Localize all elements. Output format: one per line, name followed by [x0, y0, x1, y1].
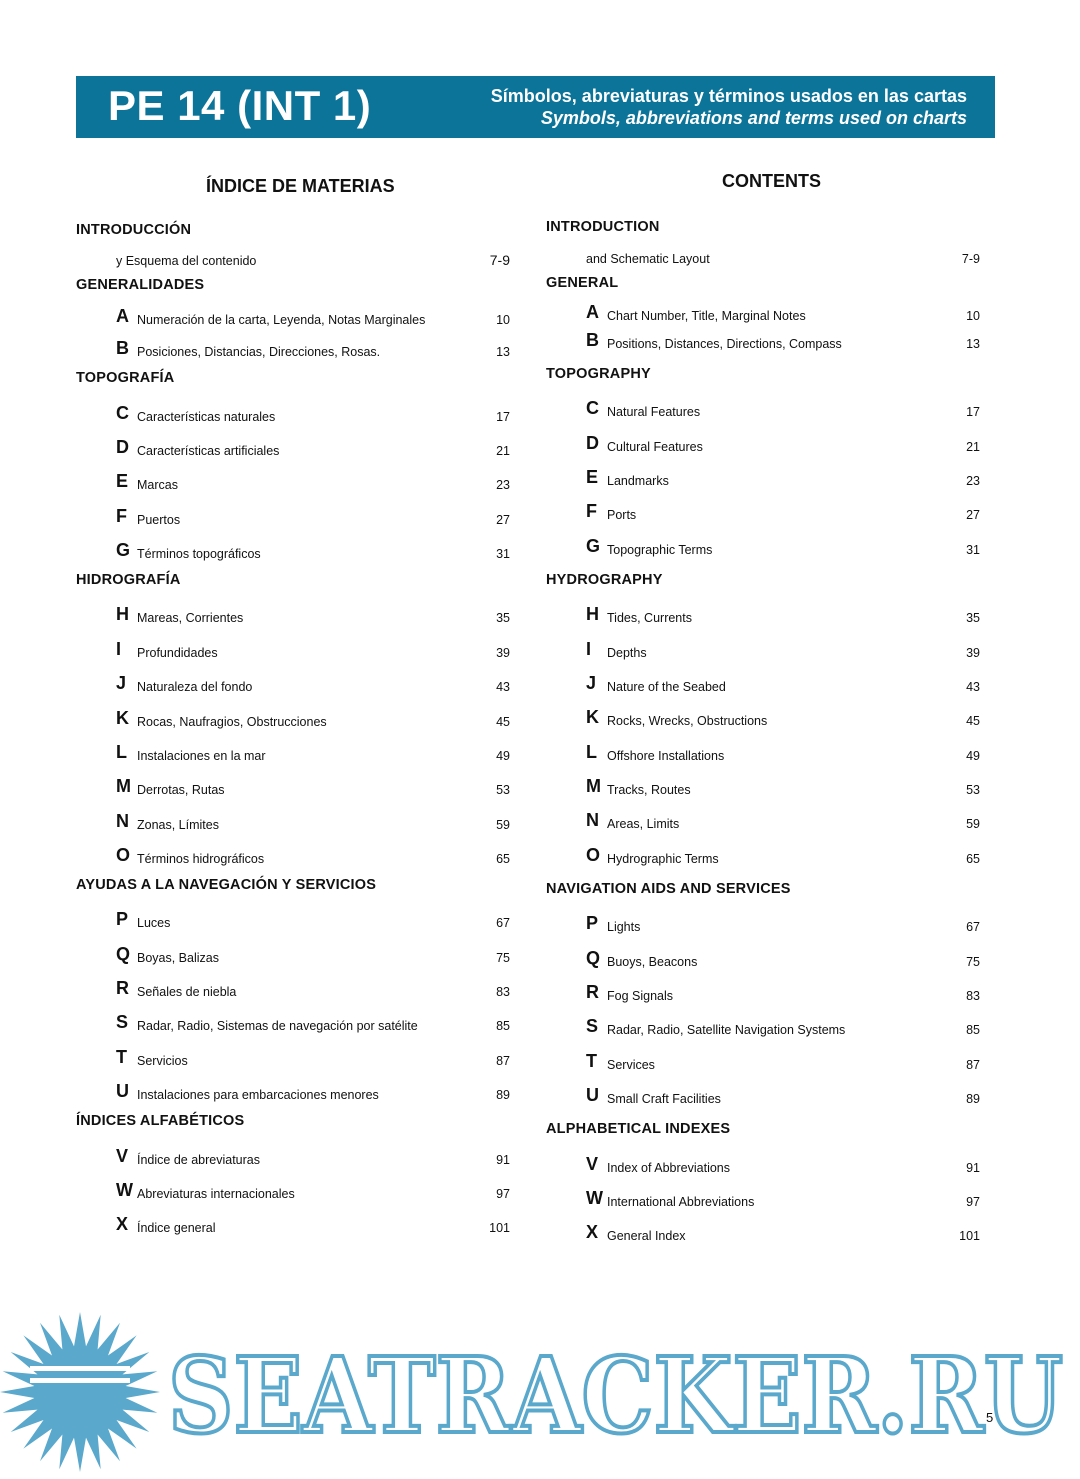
toc-entry-page: 89 [966, 1092, 980, 1106]
toc-entry-label: y Esquema del contenido [116, 254, 257, 268]
toc-entry-label: Instalaciones para embarcaciones menores [137, 1088, 379, 1102]
toc-entry [586, 533, 980, 559]
toc-entry-page: 35 [496, 611, 510, 625]
toc-entry-label: Servicios [137, 1054, 188, 1068]
toc-entry-label: Tides, Currents [607, 611, 692, 625]
toc-entry-label: Características artificiales [137, 444, 280, 458]
toc-entry-letter: T [586, 1051, 597, 1071]
toc-entry [116, 1177, 510, 1203]
toc-entry-letter: I [116, 639, 122, 659]
toc-entry-label: and Schematic Layout [586, 252, 710, 266]
toc-entry-letter: V [116, 1146, 129, 1166]
toc-entry-label: Depths [607, 646, 647, 660]
toc-entry-label: Ports [607, 508, 637, 522]
toc-entry-letter: H [586, 604, 599, 624]
toc-entry-page: 53 [966, 783, 980, 797]
toc-entry-label: Fog Signals [607, 989, 674, 1003]
toc-entry-letter: B [586, 330, 599, 350]
toc-entry-page: 65 [966, 852, 980, 866]
toc-entry [586, 945, 980, 971]
toc-entry-letter: N [586, 810, 599, 830]
toc-entry [586, 704, 980, 730]
toc-entry-letter: E [116, 471, 129, 491]
toc-entry-label: Index of Abbreviations [607, 1161, 730, 1175]
toc-entry-label: Abreviaturas internacionales [137, 1187, 295, 1201]
toc-entry-letter: B [116, 338, 129, 358]
toc-entry-introduction [586, 242, 980, 268]
toc-entry-letter: O [116, 845, 131, 865]
toc-entry-page: 49 [966, 749, 980, 763]
toc-entry-page: 43 [966, 680, 980, 694]
toc-entry-page: 31 [966, 543, 980, 557]
toc-entry-label: Términos hidrográficos [137, 852, 265, 866]
toc-entry-letter: X [586, 1222, 599, 1242]
toc-entry-label: Lights [607, 920, 641, 934]
toc-entry [116, 773, 510, 799]
toc-entry-page: 17 [496, 410, 510, 424]
toc-entry-page: 67 [496, 916, 510, 930]
toc-entry-page: 21 [496, 444, 510, 458]
toc-entry [116, 335, 510, 361]
toc-entry-letter: Q [116, 944, 131, 964]
toc-entry-label: Señales de niebla [137, 985, 237, 999]
toc-entry-letter: J [586, 673, 597, 693]
toc-entry-letter: A [116, 306, 129, 326]
toc-entry-letter: S [116, 1012, 129, 1032]
sun-logo-icon [0, 1312, 160, 1472]
toc-entry-label: Numeración de la carta, Leyenda, Notas Marginales [137, 313, 426, 327]
toc-entry [116, 503, 510, 529]
toc-entry-letter: E [586, 467, 599, 487]
toc-entry [586, 842, 980, 868]
toc-entry-label: Chart Number, Title, Marginal Notes [607, 309, 806, 323]
toc-entry-letter: N [116, 811, 129, 831]
toc-entry-label: Índice general [137, 1221, 216, 1235]
toc-entry-letter: D [116, 437, 129, 457]
toc-entry-label: Naturaleza del fondo [137, 680, 253, 694]
publication-code: PE 14 (INT 1) [108, 82, 372, 129]
toc-entry-page: 45 [496, 715, 510, 729]
toc-entry-letter: Q [586, 948, 601, 968]
toc-entry-label: Instalaciones en la mar [137, 749, 266, 763]
section-heading: ALPHABETICAL INDEXES [546, 1121, 731, 1137]
toc-entry-page: 97 [496, 1187, 510, 1201]
toc-entry-label: Natural Features [607, 405, 701, 419]
toc-entry [116, 1044, 510, 1070]
toc-entry-letter: T [116, 1047, 127, 1067]
toc-entry-letter: K [586, 707, 599, 727]
toc-entry-page: 91 [496, 1153, 510, 1167]
toc-entry-letter: L [586, 742, 597, 762]
toc-entry-page: 39 [496, 646, 510, 660]
toc-entry-label: Radar, Radio, Sistemas de navegación por satélite [137, 1019, 418, 1033]
toc-entry-page: 85 [966, 1023, 980, 1037]
toc-entry-label: Rocas, Naufragios, Obstrucciones [137, 715, 327, 729]
toc-entry-page: 59 [496, 818, 510, 832]
toc-entry-page: 89 [496, 1088, 510, 1102]
toc-entry-page: 10 [966, 309, 980, 323]
title-spanish: Símbolos, abreviaturas y términos usados en las cartas [490, 86, 967, 106]
toc-entry-letter: F [116, 506, 127, 526]
toc-entry [116, 906, 510, 932]
toc-entry [586, 1185, 980, 1211]
section-heading: TOPOGRAPHY [546, 366, 651, 382]
toc-entry [586, 1013, 980, 1039]
toc-entry-letter: R [116, 978, 129, 998]
toc-entry-letter: V [586, 1154, 599, 1174]
toc-entry-letter: M [586, 776, 601, 796]
toc-entry [586, 636, 980, 662]
toc-entry-label: Puertos [137, 513, 181, 527]
toc-entry [116, 1143, 510, 1169]
toc-entry-page: 27 [496, 513, 510, 527]
toc-entry [116, 975, 510, 1001]
toc-entry-label: Zonas, Límites [137, 818, 219, 832]
toc-entry [586, 807, 980, 833]
toc-entry-page: 85 [496, 1019, 510, 1033]
toc-entry-page: 13 [496, 345, 510, 359]
toc-entry-label: International Abbreviations [607, 1195, 755, 1209]
toc-entry-page: 67 [966, 920, 980, 934]
toc-entry-page: 31 [496, 547, 510, 561]
toc-entry [116, 636, 510, 662]
toc-entry [116, 537, 510, 563]
toc-entry-label: Small Craft Facilities [607, 1092, 721, 1106]
toc-entry-letter: P [116, 909, 129, 929]
section-heading: INTRODUCTION [546, 219, 660, 235]
toc-entry-label: Areas, Limits [607, 817, 680, 831]
toc-entry-letter: G [586, 536, 601, 556]
toc-entry-label: Positions, Distances, Directions, Compass [607, 337, 842, 351]
toc-entry-page: 21 [966, 440, 980, 454]
toc-entry [586, 430, 980, 456]
toc-entry-label: Profundidades [137, 646, 218, 660]
toc-entry-page: 27 [966, 508, 980, 522]
toc-entry-letter: R [586, 982, 599, 1002]
section-heading: TOPOGRAFÍA [76, 370, 175, 386]
toc-entry-label: Características naturales [137, 410, 276, 424]
toc-entry [116, 1009, 510, 1035]
toc-entry-letter: D [586, 433, 599, 453]
toc-entry [586, 299, 980, 325]
toc-entry-letter: W [586, 1188, 603, 1208]
toc-entry-label: Offshore Installations [607, 749, 725, 763]
toc-entry-page: 43 [496, 680, 510, 694]
toc-entry [586, 1082, 980, 1108]
section-heading: HYDROGRAPHY [546, 572, 663, 588]
toc-entry [116, 601, 510, 627]
toc-entry [586, 498, 980, 524]
toc-entry-page: 23 [966, 474, 980, 488]
toc-entry-letter: C [586, 398, 599, 418]
toc-entry-label: Buoys, Beacons [607, 955, 698, 969]
toc-entry-label: Boyas, Balizas [137, 951, 219, 965]
toc-entry-letter: M [116, 776, 131, 796]
section-heading: GENERAL [546, 275, 619, 291]
toc-entry-page: 49 [496, 749, 510, 763]
title-english: Symbols, abbreviations and terms used on charts [540, 108, 967, 128]
toc-entry-page: 45 [966, 714, 980, 728]
toc-entry [586, 395, 980, 421]
toc-entry-introduction [116, 244, 510, 270]
toc-entry-label: Topographic Terms [607, 543, 713, 557]
toc-entry [586, 1219, 980, 1245]
section-heading: ÍNDICES ALFABÉTICOS [76, 1113, 245, 1129]
toc-entry-page: 101 [959, 1229, 980, 1243]
toc-entry-page: 65 [496, 852, 510, 866]
heading-spanish: ÍNDICE DE MATERIAS [206, 176, 395, 196]
toc-entry [586, 601, 980, 627]
toc-entry-letter: S [586, 1016, 599, 1036]
toc-entry-page: 39 [966, 646, 980, 660]
toc-entry [586, 464, 980, 490]
toc-entry [586, 670, 980, 696]
toc-entry-page: 75 [966, 955, 980, 969]
toc-entry-page: 17 [966, 405, 980, 419]
toc-entry [116, 941, 510, 967]
toc-entry-label: Posiciones, Distancias, Direcciones, Rosas. [137, 345, 381, 359]
toc-entry [116, 739, 510, 765]
toc-entry [116, 670, 510, 696]
toc-entry [116, 1211, 510, 1237]
toc-entry [116, 434, 510, 460]
toc-entry-page: 59 [966, 817, 980, 831]
toc-entry-letter: W [116, 1180, 133, 1200]
toc-entry-label: Cultural Features [607, 440, 703, 454]
section-heading: GENERALIDADES [76, 277, 205, 293]
toc-entry [586, 910, 980, 936]
toc-entry [116, 303, 510, 329]
toc-entry-label: Services [607, 1058, 655, 1072]
section-heading: INTRODUCCIÓN [76, 222, 192, 238]
toc-entry-label: Hydrographic Terms [607, 852, 719, 866]
toc-entry [116, 400, 510, 426]
toc-entry-label: Nature of the Seabed [607, 680, 726, 694]
toc-entry-label: Rocks, Wrecks, Obstructions [607, 714, 768, 728]
toc-entry-letter: J [116, 673, 127, 693]
toc-entry [586, 739, 980, 765]
toc-entry-letter: U [116, 1081, 129, 1101]
toc-entry-letter: O [586, 845, 601, 865]
toc-entry-letter: F [586, 501, 597, 521]
toc-entry [586, 1151, 980, 1177]
toc-entry-label: General Index [607, 1229, 686, 1243]
toc-entry [586, 327, 980, 353]
toc-entry [116, 705, 510, 731]
toc-entry-page: 35 [966, 611, 980, 625]
toc-entry [586, 1048, 980, 1074]
toc-entry [116, 808, 510, 834]
toc-entry-label: Marcas [137, 478, 178, 492]
toc-entry-letter: X [116, 1214, 129, 1234]
toc-entry-label: Términos topográficos [137, 547, 261, 561]
toc-entry-label: Landmarks [607, 474, 669, 488]
section-heading: AYUDAS A LA NAVEGACIÓN Y SERVICIOS [76, 877, 377, 893]
toc-entry-page: 13 [966, 337, 980, 351]
toc-entry-page: 7-9 [489, 252, 510, 268]
toc-entry-letter: A [586, 302, 599, 322]
header-banner [76, 76, 995, 138]
toc-entry-page: 97 [966, 1195, 980, 1209]
toc-entry-label: Tracks, Routes [607, 783, 691, 797]
toc-entry-page: 91 [966, 1161, 980, 1175]
toc-entry [116, 1078, 510, 1104]
toc-entry-letter: P [586, 913, 599, 933]
seatracker-watermark [0, 1310, 1080, 1479]
toc-entry [116, 842, 510, 868]
toc-entry-page: 75 [496, 951, 510, 965]
toc-entry-label: Luces [137, 916, 171, 930]
toc-entry-page: 87 [966, 1058, 980, 1072]
toc-entry-page: 83 [966, 989, 980, 1003]
toc-entry-page: 7-9 [961, 252, 980, 266]
toc-entry-page: 101 [489, 1221, 510, 1235]
toc-entry-letter: L [116, 742, 127, 762]
toc-entry-letter: G [116, 540, 131, 560]
heading-english: CONTENTS [722, 171, 821, 191]
toc-entry [586, 773, 980, 799]
toc-entry-page: 83 [496, 985, 510, 999]
toc-entry [116, 468, 510, 494]
toc-entry-letter: U [586, 1085, 599, 1105]
toc-entry-page: 53 [496, 783, 510, 797]
toc-entry-page: 87 [496, 1054, 510, 1068]
toc-entry-page: 23 [496, 478, 510, 492]
toc-entry-page: 10 [496, 313, 510, 327]
toc-entry-letter: K [116, 708, 129, 728]
toc-entry-label: Radar, Radio, Satellite Navigation Systems [607, 1023, 846, 1037]
section-heading: HIDROGRAFÍA [76, 572, 181, 588]
page-number: 5 [986, 1410, 994, 1425]
toc-entry-label: Índice de abreviaturas [137, 1153, 260, 1167]
toc-entry-label: Derrotas, Rutas [137, 783, 225, 797]
toc-entry-label: Mareas, Corrientes [137, 611, 244, 625]
section-heading: NAVIGATION AIDS AND SERVICES [546, 881, 791, 897]
toc-entry [586, 979, 980, 1005]
watermark-text: SEATRACKER.RU [168, 1334, 1063, 1457]
toc-entry-letter: H [116, 604, 129, 624]
toc-entry-letter: I [586, 639, 592, 659]
toc-entry-letter: C [116, 403, 129, 423]
